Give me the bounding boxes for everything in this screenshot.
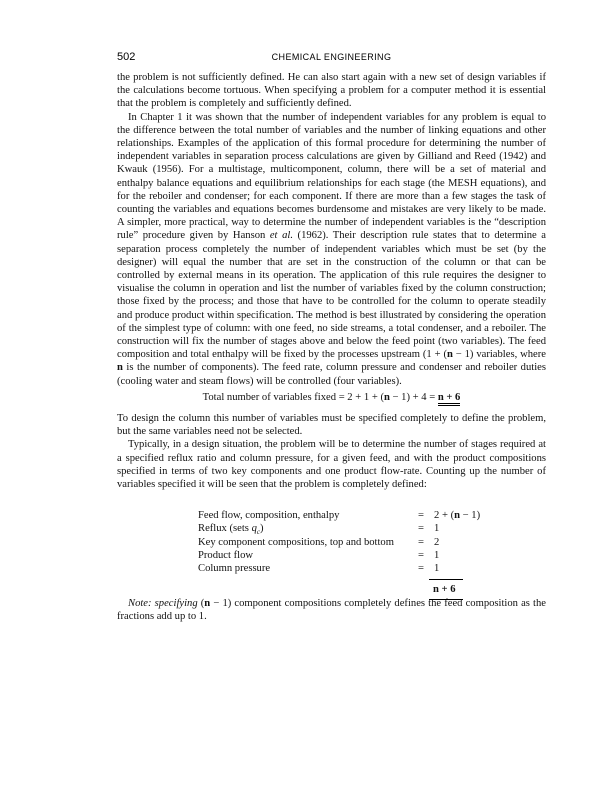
spec-equals: =	[418, 523, 424, 535]
var-n: n	[383, 391, 390, 403]
equation-mid: − 1) + 4 =	[389, 391, 438, 403]
total-variables-equation	[117, 391, 546, 404]
spec-value	[434, 509, 480, 522]
spec-total	[117, 583, 546, 597]
paragraph-2-text-d: is the number of components). The feed rate, column pressure and condenser and reboiler duties (cooling water and steam flows) will be controlled (four variables).	[117, 362, 546, 387]
spec-row	[117, 522, 546, 535]
paragraph-2-text-b: (1962). Their description rule states that to determine a separation process completely the number of independent variables which must be set (by the designer) will equal the number that are set in the construction of the column or that can be controlled by external means in its operation. The application of this rule requires the designer to visualise the column in operation and list the number of variables fixed by the column construction; those fixed by the process; and those that have to be controlled for the column to operate steadily and produce product within specification. The method is best illustrated by considering the operation of the simplest type of column: with one feed, no side streams, a total condenser, and a reboiler. The construction will fix the number of stages above and below the feed point (two variables). The feed composition and total enthalpy will be fixed by the processes upstream (1 + (	[117, 230, 546, 361]
spec-row	[117, 509, 546, 522]
spec-value-post: − 1)	[460, 510, 481, 522]
spec-value: 1	[434, 549, 440, 561]
note	[117, 597, 546, 623]
paragraph-3: To design the column this number of variables must be specified completely to define the problem, but the same variables need not be selected.	[117, 413, 546, 438]
paragraph-2-text-c: − 1) variables, where	[452, 349, 546, 361]
body-text	[117, 71, 546, 624]
spec-label: Key component compositions, top and bottom	[198, 536, 394, 548]
note-italic: : specifying	[148, 598, 198, 610]
spec-row	[117, 549, 546, 562]
var-n: n	[446, 349, 453, 361]
et-al: et al.	[269, 230, 293, 242]
spec-total-value: n + 6	[433, 584, 456, 596]
paragraph-4: Typically, in a design situation, the problem will be to determine the number of stages required at a specified reflux ratio and column pressure, for a given feed, and with the product compositions specified in terms of two key components and one product flow-rate. Counting up the number of variables specified it will be seen that the problem is completely defined:	[117, 439, 546, 491]
spec-equals: =	[418, 510, 424, 522]
var-n: n	[117, 362, 123, 374]
spec-row	[117, 562, 546, 575]
spec-value: 1	[434, 563, 440, 575]
symbol-q: q	[251, 523, 257, 535]
spec-equals: =	[418, 536, 424, 548]
note-text-a: (	[197, 598, 205, 610]
note-label: Note	[128, 598, 149, 610]
page-number: 502	[117, 51, 136, 63]
total-rule-line	[429, 599, 463, 600]
running-title: CHEMICAL ENGINEERING	[271, 52, 392, 62]
spec-value-pre: 2 + (	[434, 510, 455, 522]
spec-label-post: )	[259, 523, 264, 535]
spec-label-pre: Reflux (sets	[198, 523, 252, 535]
var-n: n	[204, 598, 211, 610]
spec-label: Product flow	[198, 549, 254, 561]
spec-equals: =	[418, 549, 424, 561]
page-header	[117, 51, 546, 67]
spec-value: 2	[434, 536, 440, 548]
spec-value: 1	[434, 523, 440, 535]
note-text-b: − 1) component compositions completely defines the feed composition as the fractions add up to 1.	[117, 598, 546, 623]
equation-result: n + 6	[438, 392, 461, 406]
sum-rule-line	[429, 579, 463, 580]
subscript-c: c	[256, 528, 260, 537]
paragraph-2	[117, 111, 546, 388]
spec-equals: =	[418, 563, 424, 575]
spec-row	[117, 536, 546, 549]
sum-rule	[117, 575, 546, 583]
spec-label: Column pressure	[198, 563, 271, 575]
specification-table	[117, 509, 546, 597]
var-n: n	[454, 510, 461, 522]
spec-label: Feed flow, composition, enthalpy	[198, 510, 340, 522]
equation-lhs: Total number of variables fixed = 2 + 1 + (	[202, 391, 384, 403]
paragraph-1: the problem is not sufficiently defined. He can also start again with a new set of design variables if the calculations become tortuous. When specifying a problem for a computer method it is essential that the problem is completely and sufficiently defined.	[117, 72, 546, 110]
paragraph-2-text-a: In Chapter 1 it was shown that the number of independent variables for any problem is equal to the difference between the total number of variables and the number of linking equations and other relationships. Examples of the application of this formal procedure for determining the number of independent variables in separation process calculations are given by Gilliand and Reed (1942) and Kwauk (1956). For a multistage, multicomponent, column, there will be a set of material and enthalpy balance equations and equilibrium relationships for each stage (the MESH equations), and for the reboiler and condenser; for each component. If there are more than a few stages the task of counting the variables and equations becomes burdensome and mistakes are very likely to be made. A simpler, more practical, way to determine the number of independent variables is the “description rule” procedure given by Hanson	[117, 111, 546, 242]
